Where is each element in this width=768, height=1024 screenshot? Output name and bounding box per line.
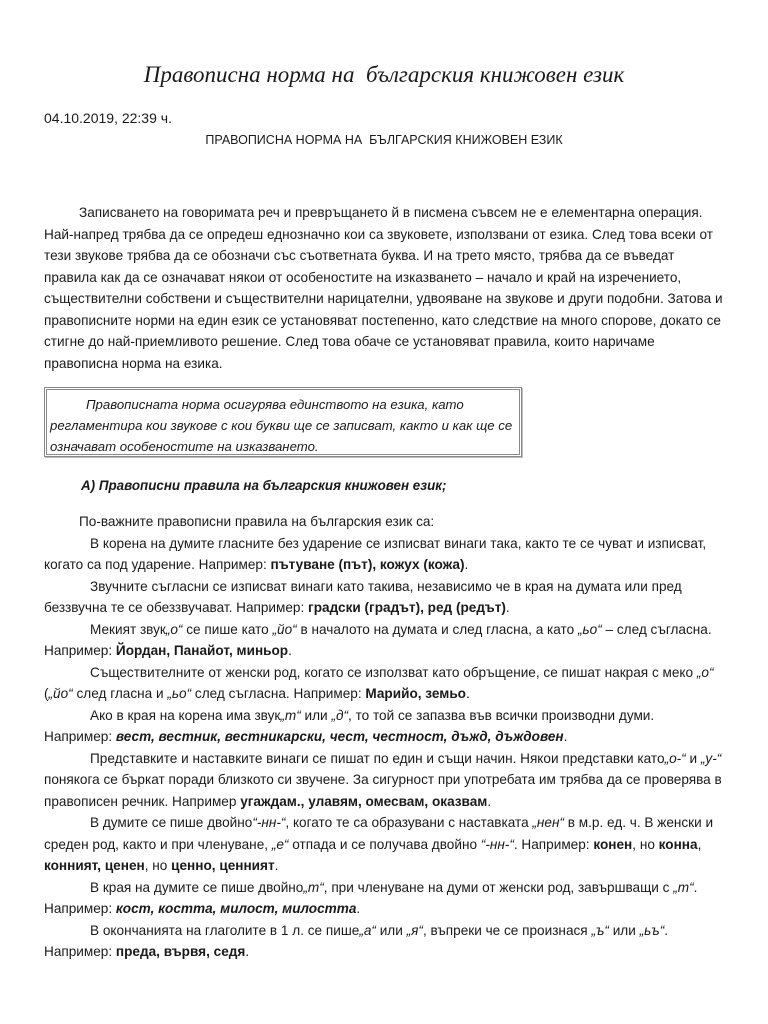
- intro-paragraph: Записването на говоримата реч и превръщането й в писмена съвсем не е елементарна операция. Най-напред трябва да се опредеш еднозначно кои са звуковете, използвани от езика. След това всеки от тези звукове трябва да се обозначи със съответната буква. И на трето място, трябва да се въведат правила как да се означават някои от особеностите на изказването – начало и край на изречението, съществителни собствени и съществителни нарицателни, удвояване на звукове и други подобни. Затова и правописните норми на един език се установяват постепенно, като следствие на много спорове, докато се стигне до най-приемливото решение. След това обаче се установяват правила, които наричаме правописна норма на езика.: [44, 205, 723, 371]
- document-title: Правописна норма на българския книжовен език: [143, 62, 625, 87]
- rule-8: В края на думите се пише двойно„т“, при членуване на думи от женски род, завършващи с „т“. Например: кост, костта, милост, милостта.: [44, 879, 698, 916]
- rules-lead: По-важните правописни правила на българския език са:: [79, 514, 435, 529]
- rule-9: В окончанията на глаголите в 1 л. се пише„а“ или „я“, въпреки че се произнася „ъ“ или „ьъ“. Например: преда, вървя, седя.: [44, 922, 669, 959]
- rules-list: [44, 511, 724, 963]
- rule-2: Звучните съгласни се изписват винаги като такива, независимо че в края на думата или пред беззвучна те се обеззвучават. Например: градски (градът), ред (редът).: [44, 578, 682, 615]
- document-subtitle: ПРАВОПИСНА НОРМА НА БЪЛГАРСКИЯ КНИЖОВЕН ЕЗИК: [205, 133, 563, 147]
- definition-callout-box: [44, 387, 522, 457]
- document-date: 04.10.2019, 22:39 ч.: [44, 110, 172, 126]
- rule-5: Ако в края на корена има звук„т“ или „д“, то той се запазва във всички производни думи. Например: вест, вестник, вестникарски, чест, честност, дъжд, дъждовен.: [44, 707, 655, 744]
- rule-4: Съществителните от женски род, когато се използват като обръщение, се пишат накрая с меко „о“ („йо“ след гласна и „ьо“ след съгласна. Например: Марийо, земьо.: [44, 664, 714, 701]
- section-heading: А) Правописни правила на българския книжовен език;: [81, 478, 447, 493]
- rule-6: Представките и наставките винаги се пишат по един и същи начин. Някои представки като„о-“ и „у-“ понякога се бъркат поради близкото си звучене. За сигурност при употребата им трябва да се проверява в правописен речник. Например угаждам., улавям, омесвам, оказвам.: [44, 750, 722, 809]
- callout-text: Правописната норма осигурява единството на езика, като регламентира кои звукове с кои букви ще се записват, както и как ще се означават особеностите на изказването.: [50, 397, 513, 454]
- rule-3: Мекият звук„о“ се пише като „йо“ в началото на думата и след гласна, а като „ьо“ – след съгласна. Например: Йордан, Панайот, миньор.: [44, 621, 712, 658]
- rule-1: В корена на думите гласните без ударение се изписват винаги така, както те се чуват и изписват, когато са под ударение. Например: пътуване (път), кожух (кожа).: [44, 535, 707, 572]
- rule-7: В думите се пише двойно“-нн-“, когато те са образувани с наставката „нен“ в м.р. ед. ч. В женски и среден род, както и при членуване, „е“ отпада и се получава двойно “-нн-“. Например: конен, но конна, конният, ценен, но ценно, ценният.: [44, 815, 714, 873]
